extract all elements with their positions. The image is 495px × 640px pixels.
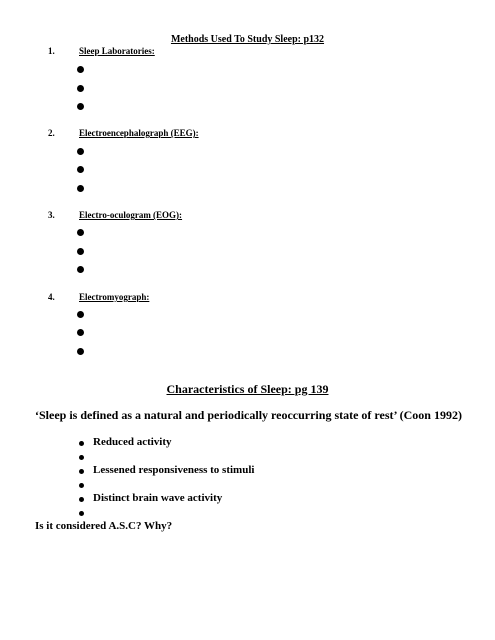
section-1-heading: Sleep Laboratories: bbox=[79, 46, 155, 56]
section-3-heading: Electro-oculogram (EOG): bbox=[79, 210, 183, 220]
section-1-bullet bbox=[77, 103, 84, 110]
section-3-number: 3. bbox=[48, 210, 55, 220]
characteristic-text: Lessened responsiveness to stimuli bbox=[93, 464, 255, 476]
characteristics-title: Characteristics of Sleep: pg 139 bbox=[166, 382, 329, 396]
section-2-bullet bbox=[77, 185, 84, 192]
sleep-definition-quote: ‘Sleep is defined as a natural and periodically reoccurring state of rest’ (Coon 1992) bbox=[35, 408, 462, 422]
characteristic-bullet bbox=[79, 455, 84, 460]
section-1-number: 1. bbox=[48, 46, 55, 56]
characteristic-bullet bbox=[79, 469, 84, 474]
section-3-bullet bbox=[77, 229, 84, 236]
section-1-bullet bbox=[77, 66, 84, 73]
methods-title: Methods Used To Study Sleep: p132 bbox=[170, 34, 325, 45]
section-3-bullet bbox=[77, 248, 84, 255]
section-1-bullet bbox=[77, 85, 84, 92]
section-2-bullet bbox=[77, 148, 84, 155]
characteristic-bullet bbox=[79, 483, 84, 488]
section-4-bullet bbox=[77, 348, 84, 355]
section-2-number: 2. bbox=[48, 128, 55, 138]
section-3-bullet bbox=[77, 266, 84, 273]
characteristic-text: Distinct brain wave activity bbox=[93, 492, 223, 504]
section-2-heading: Electroencephalograph (EEG): bbox=[79, 128, 199, 138]
characteristic-bullet bbox=[79, 511, 84, 516]
section-2-bullet bbox=[77, 166, 84, 173]
section-4-heading: Electromyograph: bbox=[79, 292, 150, 302]
section-4-bullet bbox=[77, 311, 84, 318]
asc-question: Is it considered A.S.C? Why? bbox=[35, 520, 173, 532]
section-4-bullet bbox=[77, 329, 84, 336]
characteristic-bullet bbox=[79, 441, 84, 446]
characteristic-bullet bbox=[79, 497, 84, 502]
section-4-number: 4. bbox=[48, 292, 55, 302]
characteristic-text: Reduced activity bbox=[93, 436, 172, 448]
